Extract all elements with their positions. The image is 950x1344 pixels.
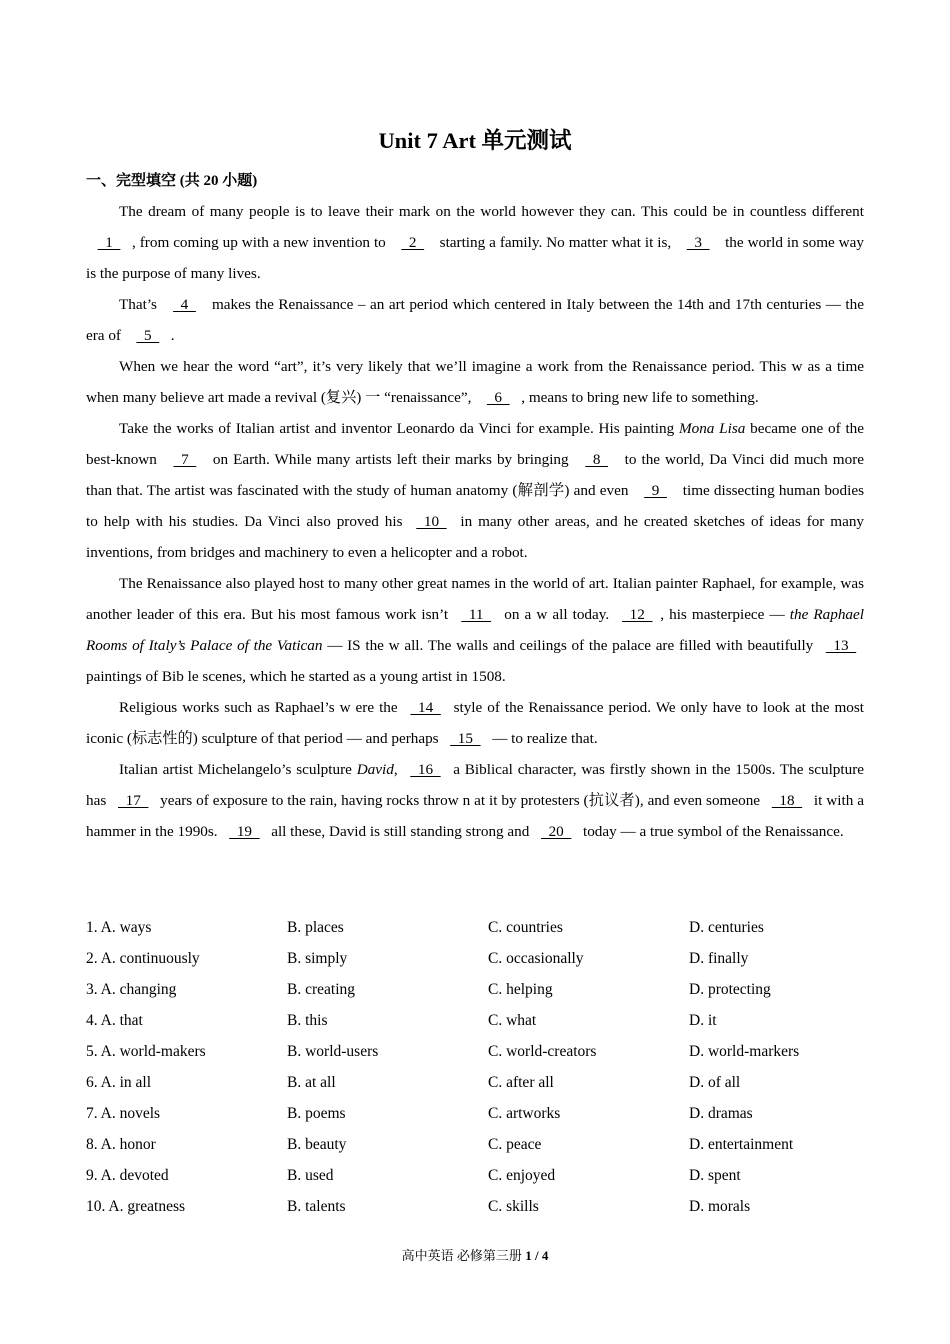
passage-text: to the world, Da Vinci did much more than that. The artist was fascinated with the study of human anatomy (解剖学) and even [86, 451, 864, 499]
sculpture-title: David [356, 761, 394, 778]
option-row [86, 912, 886, 943]
option-row [86, 1067, 886, 1098]
option-a[interactable]: 8. A. honor [86, 1136, 156, 1153]
blank-16[interactable]: 16 [410, 761, 441, 778]
blank-10[interactable]: 10 [416, 513, 447, 530]
passage-text: The Renaissance also played host to many other great names in the world of art. Italian painter Raphael, for example, was another leader of this era. But his most famous work isn’t [86, 575, 864, 623]
blank-18[interactable]: 18 [771, 792, 803, 809]
blank-4[interactable]: 4 [173, 296, 196, 313]
option-row [86, 1160, 886, 1191]
option-d[interactable]: D. dramas [689, 1105, 753, 1122]
option-a[interactable]: 5. A. world-makers [86, 1043, 206, 1060]
passage-text: — IS the w all. The walls and ceilings of the palace are filled with beautifully [322, 637, 818, 654]
blank-8[interactable]: 8 [585, 451, 609, 468]
paragraph-1 [86, 196, 864, 289]
passage-text: years of exposure to the rain, having rocks throw n at it by protesters (抗议者), and even someone [156, 792, 764, 809]
option-row [86, 974, 886, 1005]
passage-text: on a w all today. [499, 606, 615, 623]
passage-text: all these, David is still standing strong and [267, 823, 534, 840]
passage-text: on Earth. While many artists left their marks by bringing [207, 451, 574, 468]
option-row [86, 943, 886, 974]
paragraph-3 [86, 351, 864, 413]
blank-20[interactable]: 20 [540, 823, 572, 840]
passage-text: , [393, 761, 403, 778]
passage-text: , his masterpiece — [660, 606, 790, 623]
blank-14[interactable]: 14 [410, 699, 441, 716]
paragraph-5 [86, 568, 864, 692]
passage-text: That’s [119, 296, 162, 313]
paragraph-7 [86, 754, 864, 847]
option-c[interactable]: C. enjoyed [488, 1167, 556, 1184]
passage-text: Take the works of Italian artist and inventor Leonardo da Vinci for example. His painting [119, 420, 679, 437]
option-d[interactable]: D. entertainment [689, 1136, 794, 1153]
option-a[interactable]: 2. A. continuously [86, 950, 200, 967]
page-number: 1 [525, 1248, 532, 1263]
paragraph-4 [86, 413, 864, 568]
passage-text: Religious works such as Raphael’s w ere the [119, 699, 403, 716]
option-d[interactable]: D. of all [689, 1074, 741, 1091]
option-a[interactable]: 6. A. in all [86, 1074, 152, 1091]
page-footer [0, 1246, 950, 1266]
passage-text: starting a family. No matter what it is, [435, 234, 676, 251]
option-c[interactable]: C. peace [488, 1136, 542, 1153]
option-c[interactable]: C. helping [488, 981, 553, 998]
option-a[interactable]: 3. A. changing [86, 981, 177, 998]
option-a[interactable]: 4. A. that [86, 1012, 143, 1029]
option-row [86, 1098, 886, 1129]
passage-text: today — a true symbol of the Renaissance. [579, 823, 844, 840]
paragraph-2 [86, 289, 864, 351]
option-d[interactable]: D. protecting [689, 981, 771, 998]
option-a[interactable]: 9. A. devoted [86, 1167, 169, 1184]
cloze-passage [86, 196, 864, 847]
blank-17[interactable]: 17 [118, 792, 149, 809]
option-b[interactable]: B. at all [287, 1074, 336, 1091]
passage-text: paintings of Bib le scenes, which he started as a young artist in 1508. [86, 668, 506, 685]
passage-text: . [170, 327, 175, 344]
option-c[interactable]: C. occasionally [488, 950, 584, 967]
option-d[interactable]: D. spent [689, 1167, 741, 1184]
blank-11[interactable]: 11 [461, 606, 492, 623]
passage-text: The dream of many people is to leave their mark on the world however they can. This could be in countless different [119, 203, 864, 220]
option-row [86, 1005, 886, 1036]
option-d[interactable]: D. world-markers [689, 1043, 800, 1060]
option-b[interactable]: B. beauty [287, 1136, 347, 1153]
passage-text: it with a hammer in the 1990s. [86, 792, 864, 840]
blank-9[interactable]: 9 [644, 482, 667, 499]
option-d[interactable]: D. finally [689, 950, 749, 967]
option-a[interactable]: 10. A. greatness [86, 1198, 186, 1215]
passage-text: a Biblical character, was firstly shown in the 1500s. The sculpture has [86, 761, 864, 809]
passage-text: When we hear the word “art”, it’s very likely that we’ll imagine a work from the Renaissance period. This w as a time when many believe art made a revival (复兴) 一 “renaissance”, [86, 358, 864, 406]
option-c[interactable]: C. countries [488, 919, 563, 936]
page-total: 4 [541, 1248, 549, 1263]
option-d[interactable]: D. it [689, 1012, 717, 1029]
blank-2[interactable]: 2 [401, 234, 425, 251]
painting-title: Mona Lisa [678, 420, 746, 437]
option-c[interactable]: C. skills [488, 1198, 539, 1215]
option-row [86, 1191, 886, 1222]
option-d[interactable]: D. morals [689, 1198, 751, 1215]
passage-text: — to realize that. [488, 730, 598, 747]
option-c[interactable]: C. after all [488, 1074, 554, 1091]
option-b[interactable]: B. talents [287, 1198, 346, 1215]
option-b[interactable]: B. poems [287, 1105, 346, 1122]
option-a[interactable]: 1. A. ways [86, 919, 152, 936]
blank-12[interactable]: 12 [622, 606, 653, 623]
passage-text: style of the Renaissance period. We only have to look at the most iconic (标志性的) sculpture of that period — and perhaps [86, 699, 864, 747]
blank-7[interactable]: 7 [173, 451, 197, 468]
passage-text: Italian artist Michelangelo’s sculpture [119, 761, 357, 778]
option-c[interactable]: C. world-creators [488, 1043, 597, 1060]
passage-text: the world in some way is the purpose of many lives. [86, 234, 864, 282]
option-b[interactable]: B. this [287, 1012, 328, 1029]
blank-15[interactable]: 15 [450, 730, 481, 747]
page-separator: / [531, 1248, 542, 1263]
option-row [86, 1129, 886, 1160]
page-title: Unit 7 Art 单元测试 [378, 128, 572, 153]
option-row [86, 1036, 886, 1067]
blank-19[interactable]: 19 [229, 823, 260, 840]
blank-13[interactable]: 13 [825, 637, 857, 654]
blank-5[interactable]: 5 [136, 327, 160, 344]
option-b[interactable]: B. world-users [287, 1043, 379, 1060]
passage-text: in many other areas, and he created sketches of ideas for many inventions, from bridges and machinery to even a helicopter and a robot. [86, 513, 865, 561]
option-b[interactable]: B. places [287, 919, 344, 936]
passage-text: time dissecting human bodies to help with his studies. Da Vinci also proved his [86, 482, 864, 530]
footer-course: 高中英语 必修第三册 [401, 1248, 522, 1263]
blank-3[interactable]: 3 [686, 234, 710, 251]
passage-text: makes the Renaissance – an art period which centered in Italy between the 14th and 17th centuries — the era of [86, 296, 864, 344]
passage-text: became one of the best-known [86, 420, 864, 468]
option-c[interactable]: C. artworks [488, 1105, 561, 1122]
option-d[interactable]: D. centuries [689, 919, 764, 936]
answer-options [86, 912, 886, 1222]
paragraph-6 [86, 692, 864, 754]
option-c[interactable]: C. what [488, 1012, 537, 1029]
blank-1[interactable]: 1 [97, 234, 121, 251]
option-b[interactable]: B. used [287, 1167, 334, 1184]
passage-text: , means to bring new life to something. [521, 389, 759, 406]
option-b[interactable]: B. creating [287, 981, 356, 998]
artwork-title: the Raphael Rooms of Italy’s Palace of the Vatican [86, 606, 864, 654]
option-b[interactable]: B. simply [287, 950, 348, 967]
section-heading: 一、完型填空 (共 20 小题) [86, 173, 258, 189]
option-a[interactable]: 7. A. novels [86, 1105, 161, 1122]
blank-6[interactable]: 6 [486, 389, 510, 406]
passage-text: , from coming up with a new invention to [132, 234, 390, 251]
